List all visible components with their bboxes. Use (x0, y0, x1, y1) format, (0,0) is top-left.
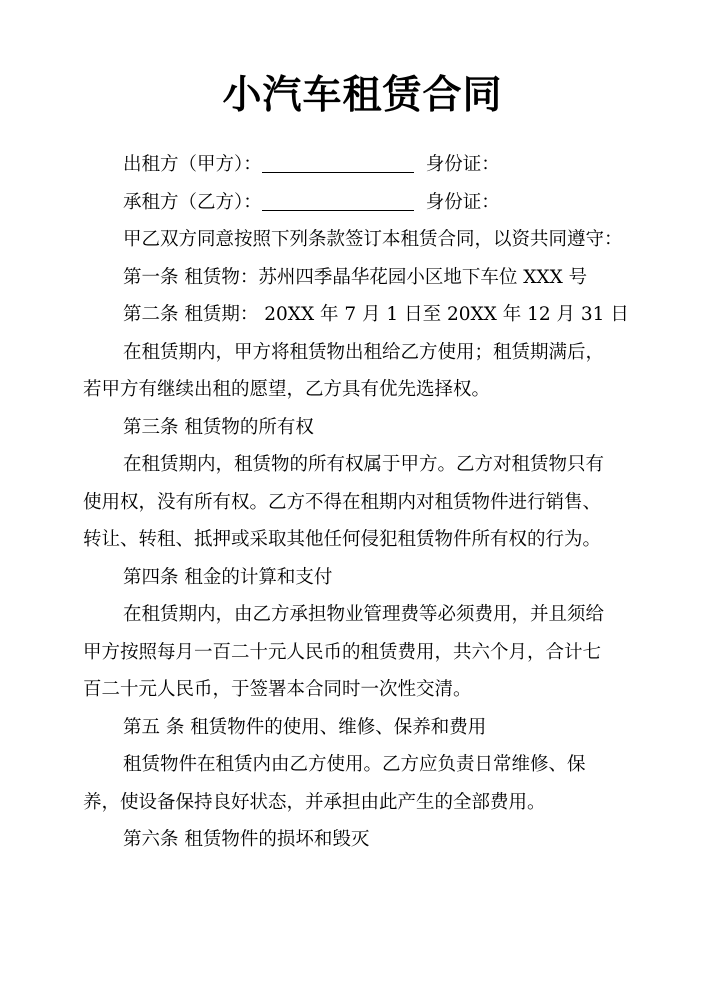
party-a-line (83, 146, 643, 184)
party-b-id-label: 身份证： (425, 191, 500, 213)
article-5-line: 养，使设备保持良好状态，并承担由此产生的全部费用。 (83, 791, 546, 813)
article-6-heading: 第六条 租赁物件的损坏和毁灭 (123, 829, 370, 850)
article-5-line: 租赁物件在租赁内由乙方使用。乙方应负责日常维修、保 (123, 754, 586, 775)
article-3-line: 转让、转租、抵押或采取其他任何侵犯租赁物件所有权的行为。 (83, 529, 602, 550)
intro-paragraph: 甲乙双方同意按照下列条款签订本租赁合同，以资共同遵守： (123, 229, 623, 250)
article-4-line: 百二十元人民币，于签署本合同时一次性交清。 (83, 679, 472, 700)
contract-body (83, 146, 643, 859)
article-4-line: 在租赁期内，由乙方承担物业管理费等必须费用，并且须给 (123, 604, 605, 625)
article-2-line: 在租赁期内，甲方将租赁物出租给乙方使用；租赁期满后， (123, 341, 605, 363)
article-4-heading: 第四条 租金的计算和支付 (123, 566, 333, 588)
party-a-id-label: 身份证： (425, 154, 500, 175)
article-4-line: 甲方按照每月一百二十元人民币的租赁费用，共六个月，合计七 (83, 641, 602, 663)
document-title: 小汽车租赁合同 (222, 73, 503, 118)
party-a-label: 出租方（甲方）： (123, 154, 262, 175)
article-3-line: 在租赁期内，租赁物的所有权属于甲方。乙方对租赁物只有 (123, 454, 605, 475)
article-2-heading: 第二条 租赁期： 20XX 年 7 月 1 日至 20XX 年 12 月 31 日 (123, 304, 629, 325)
party-a-name-blank (262, 152, 414, 173)
article-2-line: 若甲方有继续出租的愿望，乙方具有优先选择权。 (83, 379, 491, 400)
party-b-line (83, 184, 643, 222)
article-5-heading: 第五 条 租赁物件的使用、维修、保养和费用 (123, 716, 487, 738)
article-3-heading: 第三条 租赁物的所有权 (123, 416, 314, 438)
party-b-name-blank (262, 190, 414, 211)
article-1: 第一条 租赁物：苏州四季晶华花园小区地下车位 XXX 号 (123, 266, 588, 288)
party-b-label: 承租方（乙方）： (123, 191, 262, 213)
article-3-line: 使用权，没有所有权。乙方不得在租期内对租赁物件进行销售、 (83, 491, 602, 513)
